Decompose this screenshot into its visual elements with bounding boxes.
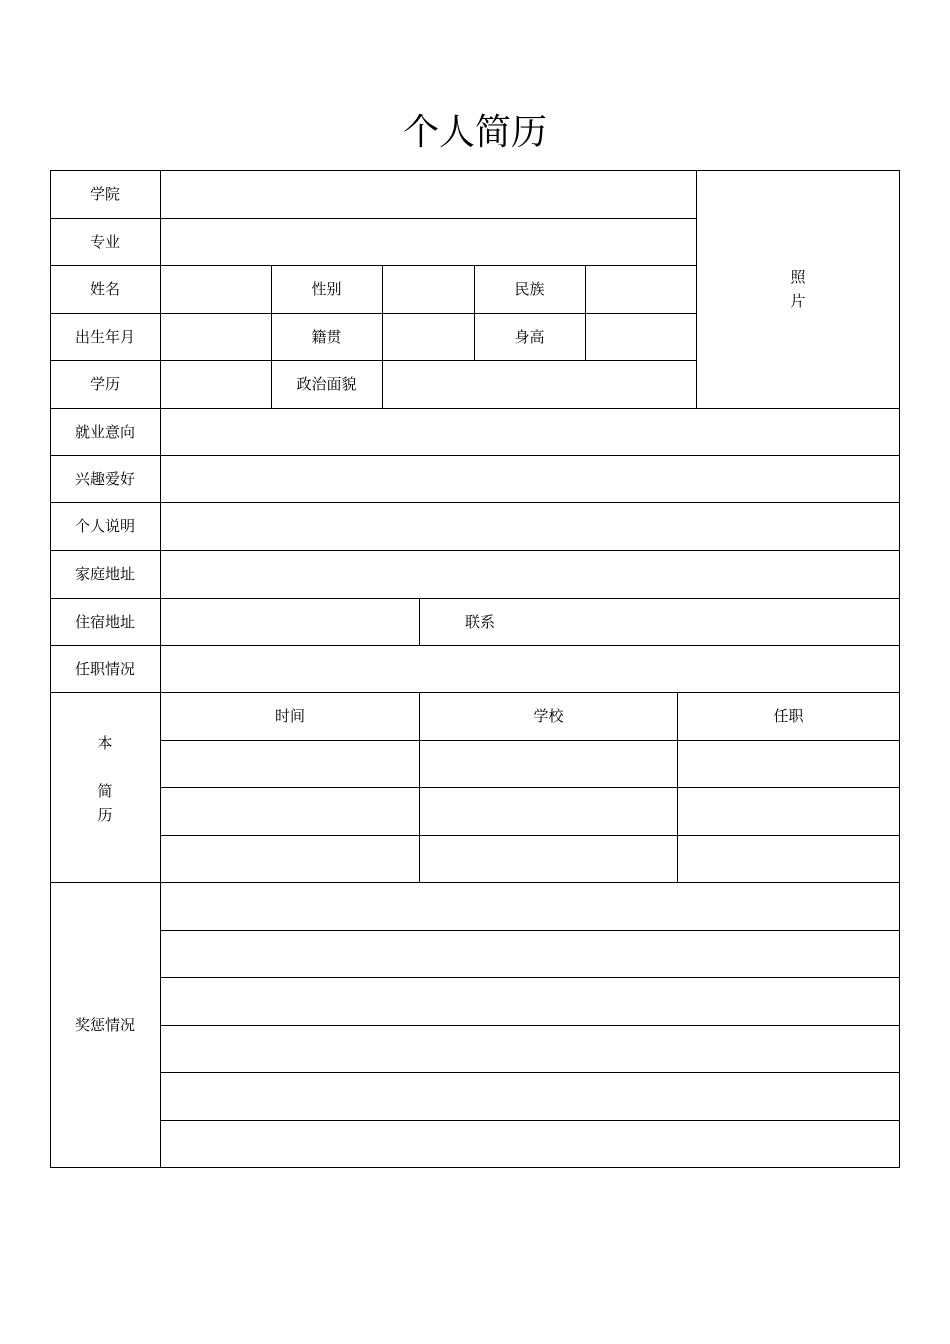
row-divider: [160, 1072, 900, 1073]
row-divider: [160, 977, 900, 978]
label-major: 专业: [89, 232, 120, 251]
major-field[interactable]: [161, 219, 696, 265]
hobbies-field[interactable]: [161, 456, 899, 502]
college-field[interactable]: [161, 171, 696, 218]
native-place-field[interactable]: [383, 314, 474, 360]
row-divider: [160, 930, 900, 931]
resume-label-3: 历: [97, 806, 113, 824]
header-position: 任职: [773, 707, 804, 725]
border-right: [899, 170, 900, 1168]
label-positions: 任职情况: [74, 659, 135, 678]
resume-form-table: [50, 170, 900, 1168]
resume-label-2: 简: [97, 782, 113, 800]
row-divider: [160, 787, 900, 788]
label-college: 学院: [89, 185, 120, 203]
row-divider: [50, 882, 900, 883]
page-title: 个人简历: [402, 112, 547, 153]
birth-field[interactable]: [161, 314, 271, 360]
label-height: 身高: [514, 327, 545, 346]
home-address-field[interactable]: [161, 551, 899, 598]
header-time: 时间: [274, 707, 305, 725]
row-divider: [160, 740, 900, 741]
political-status-field[interactable]: [383, 361, 696, 408]
education-field[interactable]: [161, 361, 271, 408]
row-divider: [160, 1120, 900, 1121]
contact-field[interactable]: [540, 599, 899, 645]
photo-box[interactable]: [697, 265, 899, 313]
gender-field[interactable]: [383, 266, 474, 313]
label-native-place: 籍贯: [311, 327, 342, 346]
label-personal-statement: 个人说明: [74, 517, 135, 535]
label-contact: 联系: [464, 612, 495, 631]
label-job-intention: 就业意向: [74, 422, 135, 441]
photo-label-2: 片: [790, 292, 806, 310]
height-field[interactable]: [586, 314, 696, 360]
ethnicity-field[interactable]: [586, 266, 696, 313]
row-divider: [160, 835, 900, 836]
label-awards: 奖惩情况: [74, 1016, 135, 1034]
dorm-address-field[interactable]: [161, 599, 419, 645]
border-bottom: [50, 1167, 900, 1168]
label-hobbies: 兴趣爱好: [74, 469, 135, 488]
label-resume: [50, 692, 160, 882]
label-name: 姓名: [89, 280, 120, 298]
label-gender: 性别: [311, 280, 342, 298]
label-ethnicity: 民族: [514, 280, 545, 298]
label-dorm-address: 住宿地址: [74, 612, 135, 631]
photo-label-1: 照: [790, 268, 806, 286]
job-intention-field[interactable]: [161, 409, 899, 455]
label-political-status: 政治面貌: [296, 375, 357, 393]
label-home-address: 家庭地址: [74, 565, 135, 583]
header-school: 学校: [533, 707, 564, 725]
personal-statement-field[interactable]: [161, 503, 899, 550]
label-birth: 出生年月: [74, 327, 135, 346]
label-education: 学历: [89, 375, 120, 393]
name-field[interactable]: [161, 266, 271, 313]
row-divider: [160, 1025, 900, 1026]
resume-label-1: 本: [97, 734, 113, 752]
positions-field[interactable]: [161, 646, 899, 692]
